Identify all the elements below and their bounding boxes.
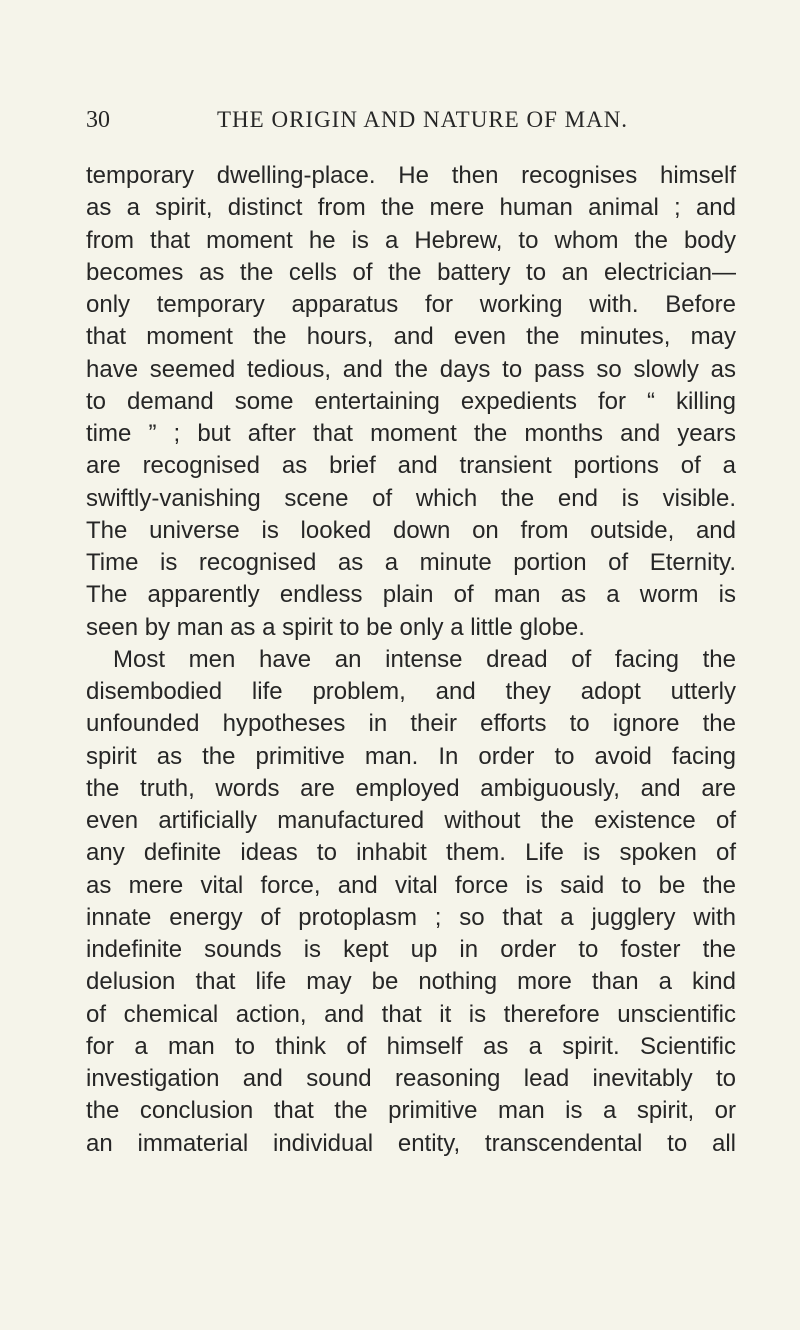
- text-line: becomes as the cells of the battery to an electrician—: [86, 258, 736, 286]
- text-line: as a spirit, distinct from the mere human animal ; and: [86, 194, 736, 222]
- text-line: have seemed tedious, and the days to pass so slowly as: [86, 355, 736, 383]
- text-line: The universe is looked down on from outside, and: [86, 516, 736, 544]
- text-line: an immaterial individual entity, transcendental to all: [86, 1129, 736, 1157]
- text-line: indefinite sounds is kept up in order to foster the: [86, 936, 736, 963]
- paragraph-first-line: Most men have an intense dread of facing the: [113, 645, 736, 673]
- text-line: time ” ; but after that moment the months and years: [86, 420, 736, 447]
- text-line: of chemical action, and that it is therefore unscientific: [86, 1000, 736, 1028]
- text-line: disembodied life problem, and they adopt utterly: [86, 678, 736, 705]
- text-line: that moment the hours, and even the minutes, may: [86, 323, 736, 351]
- text-line: temporary dwelling-place. He then recognises himself: [86, 162, 736, 189]
- text-line: are recognised as brief and transient portions of a: [86, 452, 736, 480]
- text-line: for a man to think of himself as a spirit. Scientific: [86, 1032, 736, 1060]
- text-line: seen by man as a spirit to be only a little globe.: [86, 613, 585, 641]
- page-number: 30: [86, 107, 110, 133]
- body-text: [86, 160, 736, 1160]
- text-line: The apparently endless plain of man as a worm is: [86, 581, 736, 609]
- running-head: [0, 104, 800, 144]
- text-line: as mere vital force, and vital force is said to be the: [86, 871, 736, 899]
- text-line: any definite ideas to inhabit them. Life is spoken of: [86, 839, 736, 867]
- text-line: innate energy of protoplasm ; so that a jugglery with: [86, 903, 736, 931]
- text-line: unfounded hypotheses in their efforts to ignore the: [86, 710, 736, 738]
- text-line: from that moment he is a Hebrew, to whom the body: [86, 226, 736, 254]
- text-line: investigation and sound reasoning lead inevitably to: [86, 1065, 736, 1092]
- text-line: only temporary apparatus for working with. Before: [86, 291, 736, 318]
- text-line: the conclusion that the primitive man is a spirit, or: [86, 1097, 736, 1125]
- text-line: even artificially manufactured without the existence of: [86, 807, 736, 834]
- running-title: THE ORIGIN AND NATURE OF MAN.: [217, 107, 629, 132]
- text-line: delusion that life may be nothing more than a kind: [86, 968, 736, 996]
- text-line: spirit as the primitive man. In order to avoid facing: [86, 742, 736, 770]
- text-line: Time is recognised as a minute portion of Eternity.: [86, 549, 736, 576]
- text-line: the truth, words are employed ambiguously, and are: [86, 774, 736, 802]
- text-line: to demand some entertaining expedients for “ killing: [86, 387, 736, 415]
- text-line: swiftly-vanishing scene of which the end is visible.: [86, 484, 736, 512]
